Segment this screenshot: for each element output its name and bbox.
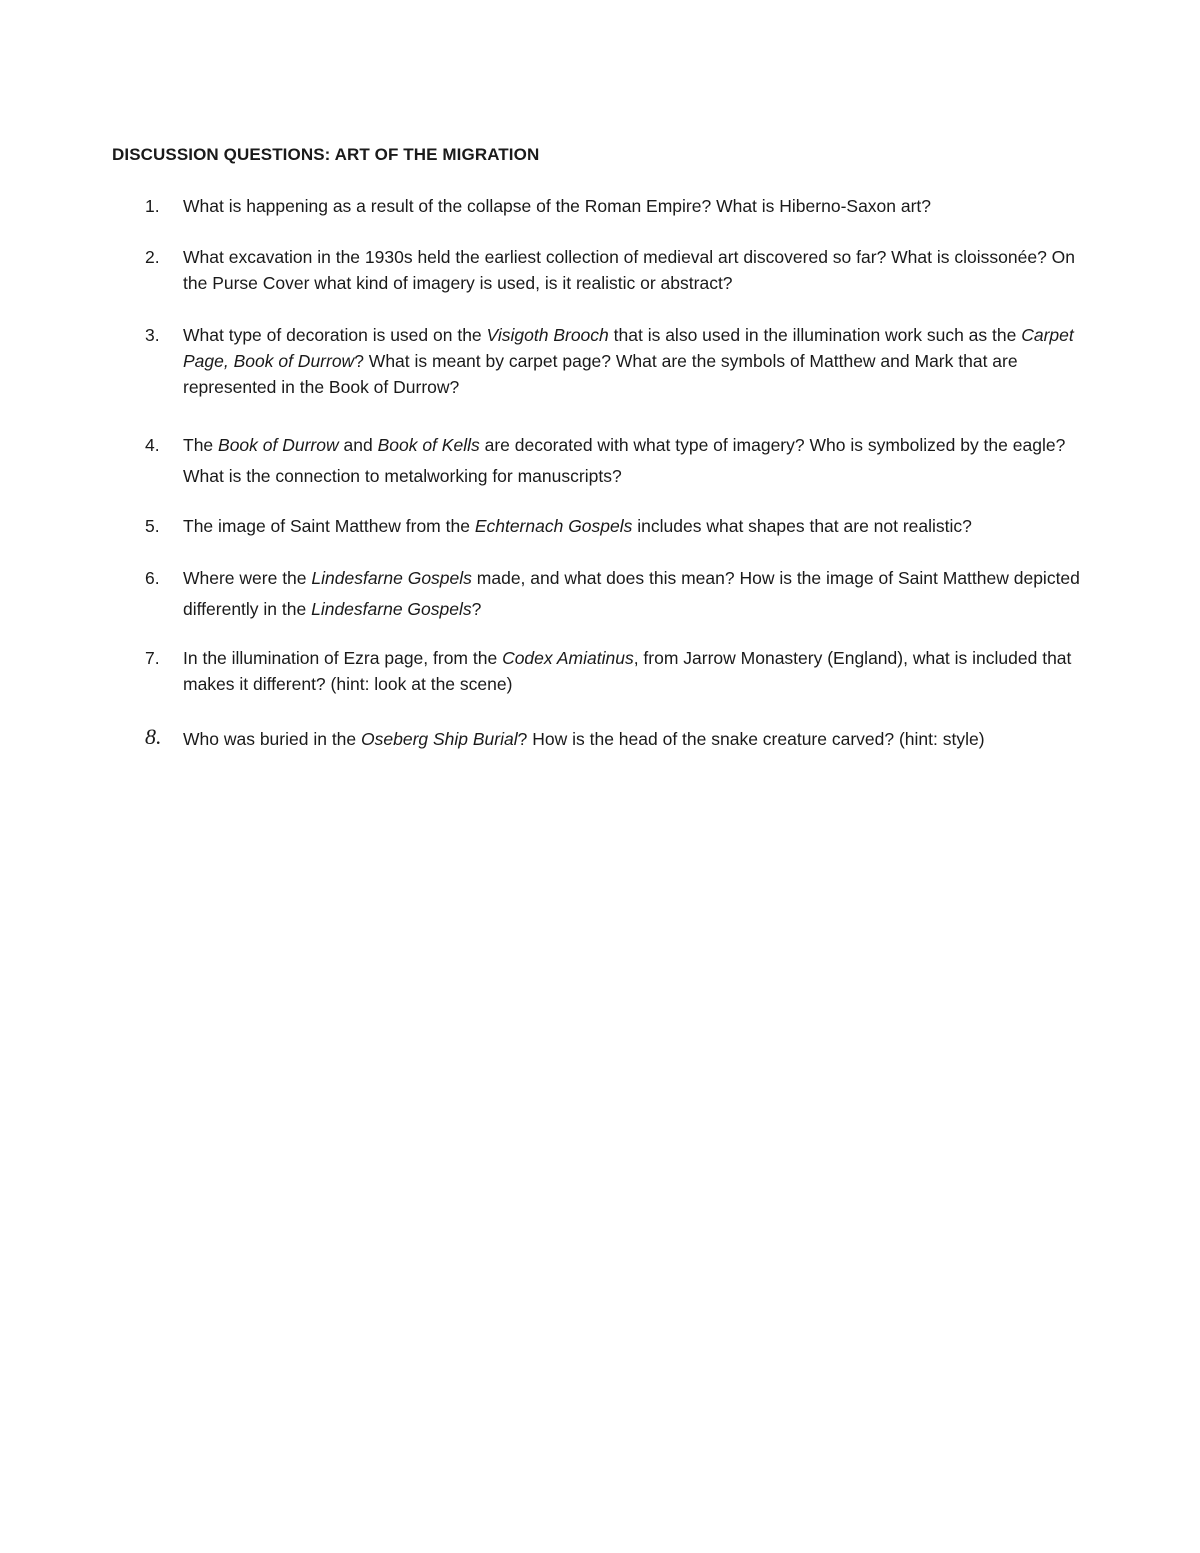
question-number: 2. [145,247,160,267]
question-text-part: What type of decoration is used on the [183,325,487,345]
question-text [183,563,1093,625]
question-text-part: ? How is the head of the snake creature carved? (hint: style) [517,729,985,749]
question-number: 5. [145,516,160,536]
question-text-part: Who was buried in the [183,729,362,749]
question-number: 6. [145,568,160,588]
question-text-part: made, and what does this mean? How is the image of Saint Matthew depicted differently in the [183,568,1080,619]
question-text-part: are decorated with what type of imagery? Who is symbolized by the eagle? What is the connection to metalworking for manuscripts? [183,435,1066,486]
question-text [183,244,1093,296]
question-text [183,726,1093,752]
question-text-part: , from Jarrow Monastery (England), what is included that makes it different? (hint: look at the scene) [183,648,1072,694]
question-text [183,322,1093,400]
question-text [183,430,1093,492]
question-number: 3. [145,325,160,345]
italic-title: Codex Amiatinus [502,648,634,668]
italic-title: Lindesfarne Gospels [311,599,472,619]
question-text-part: The image of Saint Matthew from the [183,516,475,536]
question-text [183,193,1093,219]
italic-title: Book of Kells [377,435,480,455]
question-text [183,645,1093,697]
italic-title: Book of Durrow [218,435,339,455]
question-text-part: ? [471,599,482,619]
italic-title: Lindesfarne Gospels [311,568,472,588]
italic-title: Echternach Gospels [474,516,633,536]
question-number: 7. [145,648,160,668]
italic-title: Carpet Page, Book of Durrow [183,325,1074,371]
question-text-part: ? What is meant by carpet page? What are the symbols of Matthew and Mark that are represented in the Book of Durrow? [183,351,1018,397]
question-text-part: that is also used in the illumination work such as the [608,325,1022,345]
question-text-part: What is happening as a result of the collapse of the Roman Empire? What is Hiberno-Saxon art? [183,196,932,216]
question-number: 4. [145,435,160,455]
italic-title: Oseberg Ship Burial [361,729,518,749]
question-text-part: What excavation in the 1930s held the earliest collection of medieval art discovered so far? What is cloissonée? On the Purse Cover what kind of imagery is used, is it realistic or abstract? [183,247,1076,293]
question-number: 1. [145,196,160,216]
question-text-part: In the illumination of Ezra page, from the [183,648,503,668]
question-text [183,513,1093,539]
question-text-part: Where were the [183,568,312,588]
question-text-part: The [183,435,219,455]
question-text-part: includes what shapes that are not realistic? [632,516,972,536]
italic-title: Visigoth Brooch [486,325,609,345]
page-title: DISCUSSION QUESTIONS: ART OF THE MIGRATION [112,145,540,164]
question-text-part: and [338,435,378,455]
question-number: 8. [145,724,162,749]
